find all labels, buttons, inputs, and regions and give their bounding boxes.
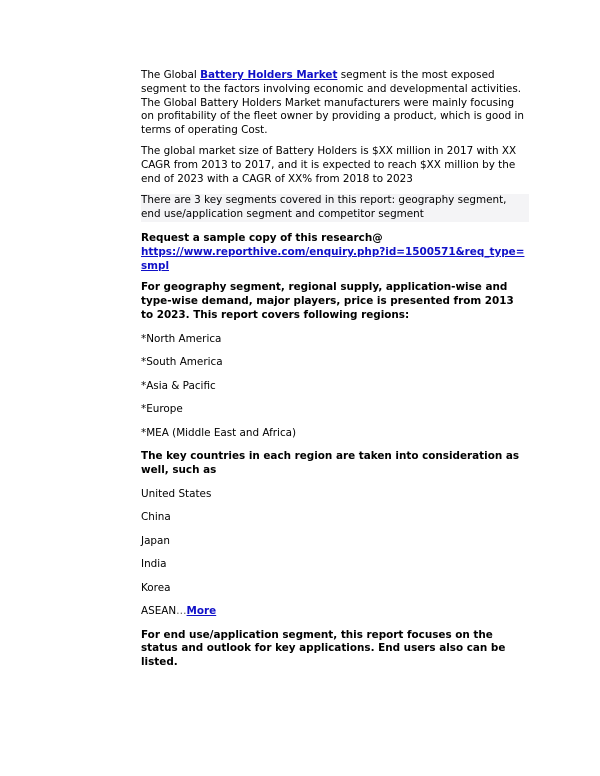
segments-paragraph: There are 3 key segments covered in this report: geography segment, end use/application segment and competitor segment: [141, 194, 529, 222]
country-item-asean: [141, 605, 529, 619]
ellipsis: …: [176, 605, 187, 618]
country-item: China: [141, 511, 171, 524]
geography-intro-paragraph: For geography segment, regional supply, application-wise and type-wise demand, major players, price is presented from 2013 to 2023. This report covers following regions:: [141, 281, 514, 321]
region-item: *North America: [141, 332, 222, 345]
battery-holders-market-link[interactable]: Battery Holders Market: [200, 69, 338, 81]
region-item: *Europe: [141, 403, 183, 416]
countries-list: [141, 488, 529, 619]
asean-label: ASEAN: [141, 605, 177, 618]
country-item: India: [141, 558, 167, 571]
country-item: Korea: [141, 581, 171, 594]
market-size-paragraph: The global market size of Battery Holders is $XX million in 2017 with XX CAGR from 2013 to 2017, and it is expected to reach $XX million by the end of 2023 with a CAGR of XX% from 2018 to 2023: [141, 144, 517, 185]
countries-intro-paragraph: The key countries in each region are taken into consideration as well, such as: [141, 450, 520, 476]
country-item: United States: [141, 487, 212, 500]
region-item: *MEA (Middle East and Africa): [141, 426, 297, 439]
regions-list: [141, 333, 529, 441]
intro-text-after: segment is the most exposed segment to the factors involving economic and developmental activities. The Global Battery Holders Market manufacturers were mainly focusing on profitability of the fleet owner by providing a product, which is good in terms of operating Cost.: [141, 69, 524, 137]
document-body: [141, 69, 529, 670]
sample-request-paragraph: [141, 232, 529, 273]
intro-paragraph: [141, 69, 529, 138]
end-use-paragraph: For end use/application segment, this report focuses on the status and outlook for key applications. End users also can be listed.: [141, 628, 506, 669]
region-item: *Asia & Pacific: [141, 379, 216, 392]
sample-request-link[interactable]: https://www.reporthive.com/enquiry.php?id=1500571&req_type=smpl: [141, 245, 525, 272]
country-item: Japan: [141, 534, 170, 547]
intro-text-before: The Global: [141, 69, 201, 81]
region-item: *South America: [141, 356, 223, 369]
more-link[interactable]: More: [186, 605, 217, 618]
sample-request-label: Request a sample copy of this research@: [141, 231, 383, 244]
